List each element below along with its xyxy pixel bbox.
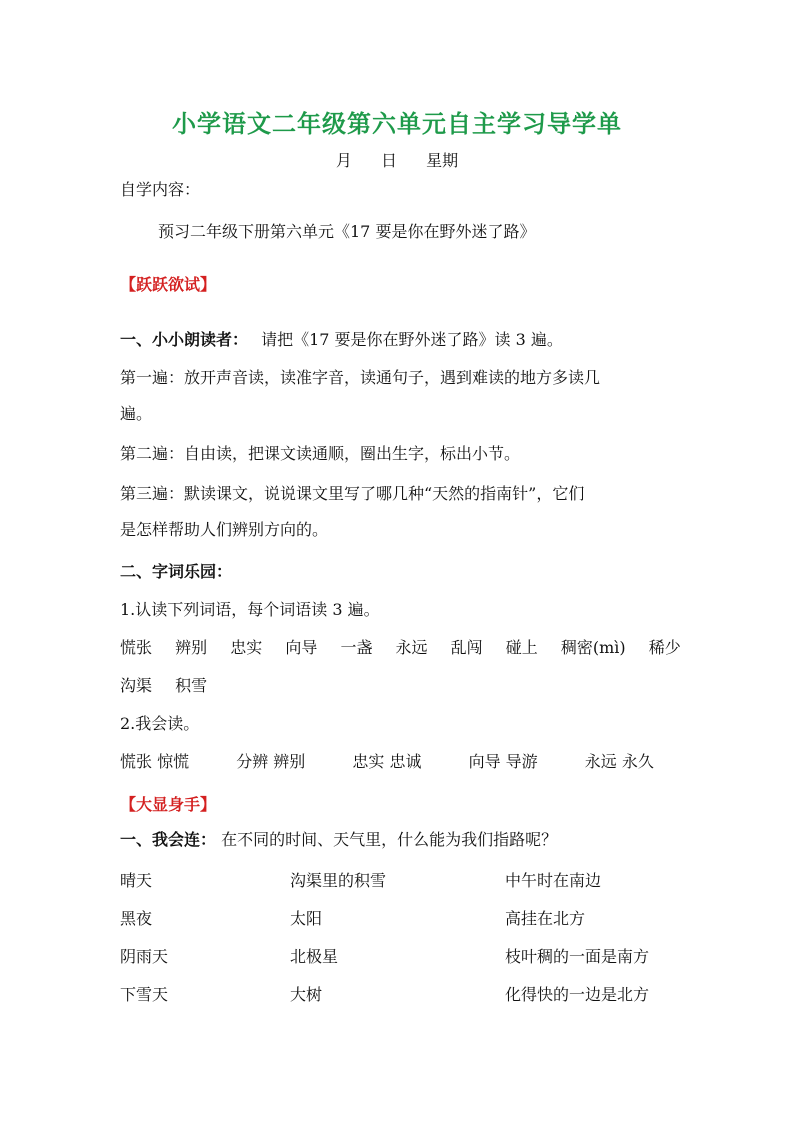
matching-middle: 大树 [290,985,323,1004]
matching-row [120,982,680,1006]
word-pair: 永远 永久 [584,752,654,771]
reading-task-line [120,328,684,352]
matching-row [120,944,680,968]
word-item: 积雪 [175,676,208,695]
matching-right: 枝叶稠的一面是南方 [505,947,650,966]
word-pair: 向导 导游 [468,752,538,771]
reading-step1-a: 第一遍：放开声音读，读准字音，读通句子，遇到难读的地方多读几 [120,368,601,387]
word-item: 沟渠 [120,676,153,695]
reading-heading: 一、小小朗读者： [120,330,249,349]
matching-middle: 北极星 [290,947,339,966]
word-list-row-2 [120,674,684,698]
matching-right: 化得快的一边是北方 [505,985,650,1004]
word-item: 碰上 [505,638,538,657]
word-item: 稠密(mì) [560,638,626,657]
word-park-heading: 二、字词乐园： [120,562,233,581]
word-pair: 分辨 辨别 [236,752,306,771]
word-item: 乱闯 [450,638,483,657]
word-item: 稀少 [648,638,681,657]
matching-right: 高挂在北方 [505,909,586,928]
reading-step3-a: 第三遍：默读课文，说说课文里写了哪几种“天然的指南针”，它们 [120,484,585,503]
matching-instruction: 在不同的时间、天气里，什么能为我们指路呢？ [221,830,558,849]
section-tag-try: 【跃跃欲试】 [120,275,217,294]
day-label: 日 [380,151,397,170]
matching-left: 晴天 [120,871,153,890]
matching-left: 阴雨天 [120,947,169,966]
reading-instruction: 请把《17 要是你在野外迷了路》读 3 遍。 [261,330,563,349]
self-study-content: 预习二年级下册第六单元《17 要是你在野外迷了路》 [158,222,536,241]
word-item: 慌张 [120,638,153,657]
word-question-1: 1.认读下列词语，每个词语读 3 遍。 [120,600,380,619]
week-label: 星期 [426,151,459,170]
word-question-2: 2.我会读。 [120,714,200,733]
word-pairs-row [120,750,684,774]
word-pair: 忠实 忠诚 [352,752,422,771]
month-label: 月 [335,151,352,170]
matching-row [120,868,680,892]
word-item: 辨别 [175,638,208,657]
word-item: 忠实 [230,638,263,657]
reading-step3-b: 是怎样帮助人们辨别方向的。 [120,520,329,539]
word-item: 向导 [285,638,318,657]
word-list-row-1 [120,636,684,660]
matching-task-line [120,828,684,852]
matching-row [120,906,680,930]
word-pair: 慌张 惊慌 [120,752,190,771]
matching-right: 中午时在南边 [505,871,602,890]
section-tag-show: 【大显身手】 [120,795,217,814]
page-title: 小学语文二年级第六单元自主学习导学单 [172,110,622,138]
matching-left: 黑夜 [120,909,153,928]
word-item: 一盏 [340,638,373,657]
self-study-label: 自学内容： [120,180,201,199]
matching-middle: 太阳 [290,909,323,928]
matching-middle: 沟渠里的积雪 [290,871,387,890]
reading-step2: 第二遍：自由读，把课文读通顺，圈出生字，标出小节。 [120,444,521,463]
date-line [0,148,794,171]
word-item: 永远 [395,638,428,657]
matching-heading: 一、我会连： [120,830,217,849]
reading-step1-b: 遍。 [120,404,153,423]
matching-left: 下雪天 [120,985,169,1004]
